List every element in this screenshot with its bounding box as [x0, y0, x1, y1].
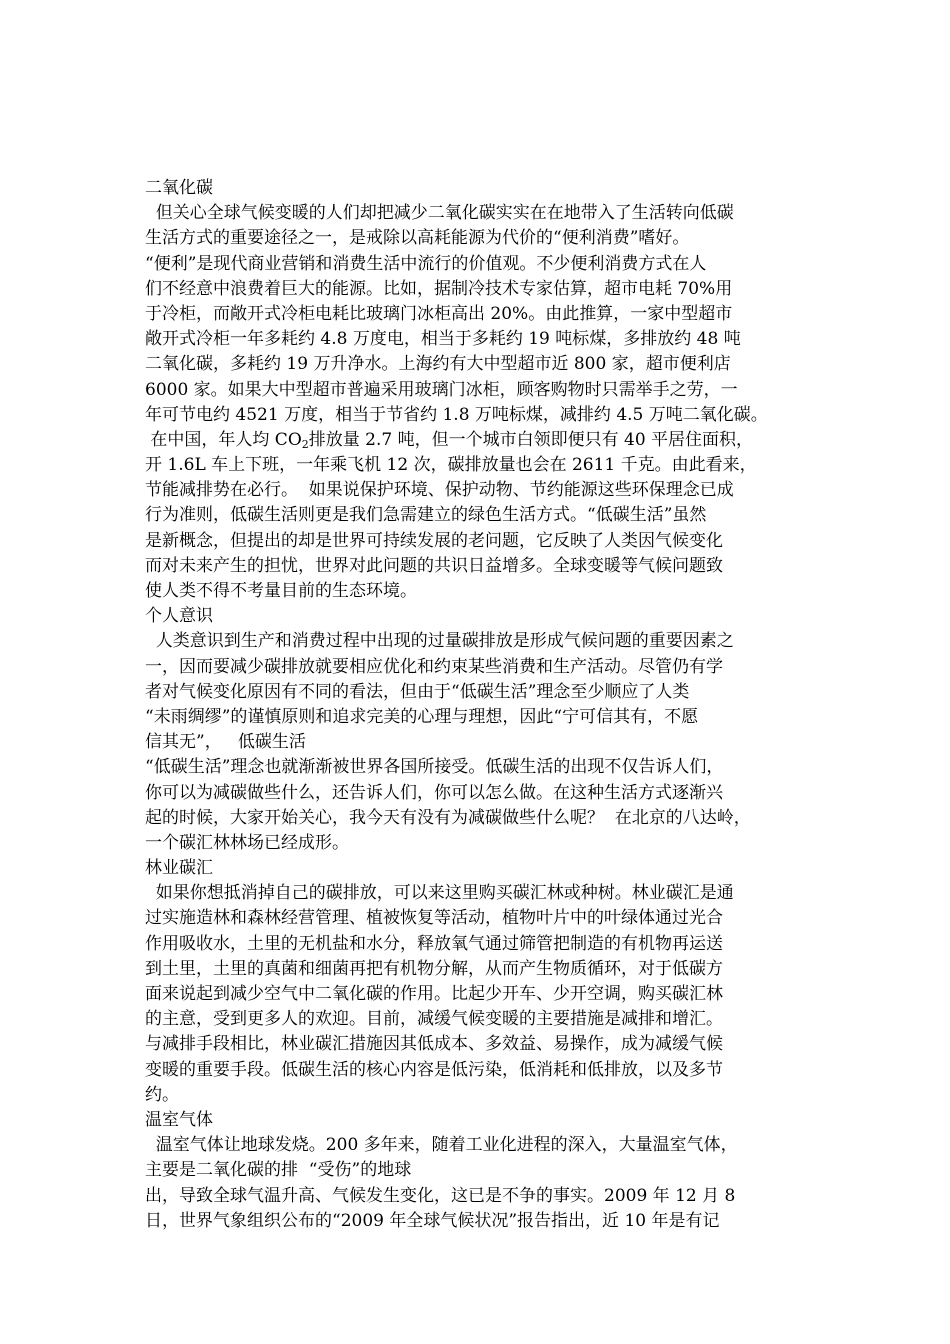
- text-line: 年可节电约 4521 万度，相当于节省约 1.8 万吨标煤，减排约 4.5 万吨二氧化碳。: [145, 404, 768, 425]
- text-line: 与减排手段相比，林业碳汇措施因其低成本、多效益、易操作，成为减缓气候: [145, 1034, 723, 1055]
- text-line: 者对气候变化原因有不同的看法，但由于“低碳生活”理念至少顺应了人类: [145, 681, 690, 702]
- text-line: 过实施造林和森林经营管理、植被恢复等活动，植物叶片中的叶绿体通过光合: [145, 908, 723, 929]
- text-line: 行为准则，低碳生活则更是我们急需建立的绿色生活方式。“低碳生活”虽然: [145, 505, 707, 526]
- text-line: “低碳生活”理念也就渐渐被世界各国所接受。低碳生活的出现不仅告诉人们，: [145, 757, 724, 778]
- text-line: 6000 家。如果大中型超市普遍采用玻璃门冰柜，顾客购物时只需举手之劳，一: [145, 379, 738, 400]
- text-line: 面来说起到减少空气中二氧化碳的作用。比起少开车、少开空调，购买碳汇林: [145, 984, 723, 1004]
- text-line: 出，导致全球气温升高、气候发生变化，这已是不争的事实。2009 年 12 月 8: [145, 1185, 736, 1206]
- text-line: 日，世界气象组织公布的“2009 年全球气候状况”报告指出，近 10 年是有记: [145, 1210, 720, 1231]
- heading-forestry-carbon-sink: 林业碳汇: [145, 858, 213, 879]
- co2-before: 在中国，年人均 CO: [145, 429, 302, 450]
- text-line: 起的时候，大家开始关心，我今天有没有为减碳做些什么呢？ 在北京的八达岭，: [145, 807, 751, 828]
- text-line: 是新概念，但提出的却是世界可持续发展的老问题，它反映了人类因气候变化: [145, 530, 723, 551]
- text-line: 变暖的重要手段。低碳生活的核心内容是低污染，低消耗和低排放，以及多节: [145, 1059, 723, 1080]
- text-line: 生活方式的重要途径之一，是戒除以高耗能源为代价的“便利消费”嗜好。: [145, 228, 690, 249]
- text-line: 节能减排势在必行。 如果说保护环境、保护动物、节约能源这些环保理念已成: [145, 480, 734, 501]
- text-line: 而对未来产生的担忧，世界对此问题的共识日益增多。全球变暖等气候问题致: [145, 555, 723, 576]
- text-line: 敞开式冷柜一年多耗约 4.8 万度电，相当于多耗约 19 吨标煤，多排放约 48 吨: [145, 329, 741, 350]
- co2-subscript: 2: [301, 437, 309, 451]
- text-line: 到土里，土里的真菌和细菌再把有机物分解，从而产生物质循环，对于低碳方: [145, 958, 723, 979]
- document-body: [145, 176, 815, 1234]
- text-line: “未雨绸缪”的谨慎原则和追求完美的心理与理想，因此“宁可信其有，不愿: [145, 706, 699, 727]
- text-line: 你可以为减碳做些什么，还告诉人们，你可以怎么做。在这种生活方式逐渐兴: [145, 782, 723, 803]
- text-line: 主要是二氧化碳的排 “受伤”的地球: [145, 1160, 412, 1181]
- text-line: 的主意，受到更多人的欢迎。目前，减缓气候变暖的主要措施是减排和增汇。: [145, 1009, 723, 1030]
- heading-personal-awareness: 个人意识: [145, 606, 213, 627]
- heading-co2: 二氧化碳: [145, 178, 213, 198]
- text-line: 约。: [145, 1084, 179, 1105]
- text-line-co2: [145, 428, 815, 453]
- text-line: 作用吸收水，土里的无机盐和水分，释放氧气通过筛管把制造的有机物再运送: [145, 933, 723, 954]
- text-line: 但关心全球气候变暖的人们却把减少二氧化碳实实在在地带入了生活转向低碳: [145, 203, 734, 224]
- text-line: 于冷柜，而敞开式冷柜电耗比玻璃门冰柜高出 20%。由此推算，一家中型超市: [145, 303, 733, 324]
- text-line: 人类意识到生产和消费过程中出现的过量碳排放是形成气候问题的重要因素之: [145, 631, 734, 652]
- text-line: 开 1.6L 车上下班，一年乘飞机 12 次，碳排放量也会在 2611 千克。由此看来，: [145, 455, 757, 476]
- text-line: 二氧化碳，多耗约 19 万升净水。上海约有大中型超市近 800 家，超市便利店: [145, 354, 731, 375]
- text-line: “便利”是现代商业营销和消费生活中流行的价值观。不少便利消费方式在人: [145, 253, 707, 274]
- text-line: 温室气体让地球发烧。200 多年来，随着工业化进程的深入，大量温室气体，: [145, 1135, 738, 1156]
- text-line: 们不经意中浪费着巨大的能源。比如，据制冷技术专家估算，超市电耗 70%用: [145, 278, 733, 299]
- text-line: 如果你想抵消掉自己的碳排放，可以来这里购买碳汇林或种树。林业碳汇是通: [145, 883, 734, 904]
- text-line: 使人类不得不考量目前的生态环境。: [145, 581, 417, 601]
- co2-after: 排放量 2.7 吨，但一个城市白领即便只有 40 平居住面积，: [308, 429, 754, 450]
- text-line: 一，因而要减少碳排放就要相应优化和约束某些消费和生产活动。尽管仍有学: [145, 656, 723, 677]
- text-line: 一个碳汇林林场已经成形。: [145, 832, 349, 853]
- heading-greenhouse-gas: 温室气体: [145, 1109, 213, 1130]
- text-line: 信其无”， 低碳生活: [145, 732, 306, 753]
